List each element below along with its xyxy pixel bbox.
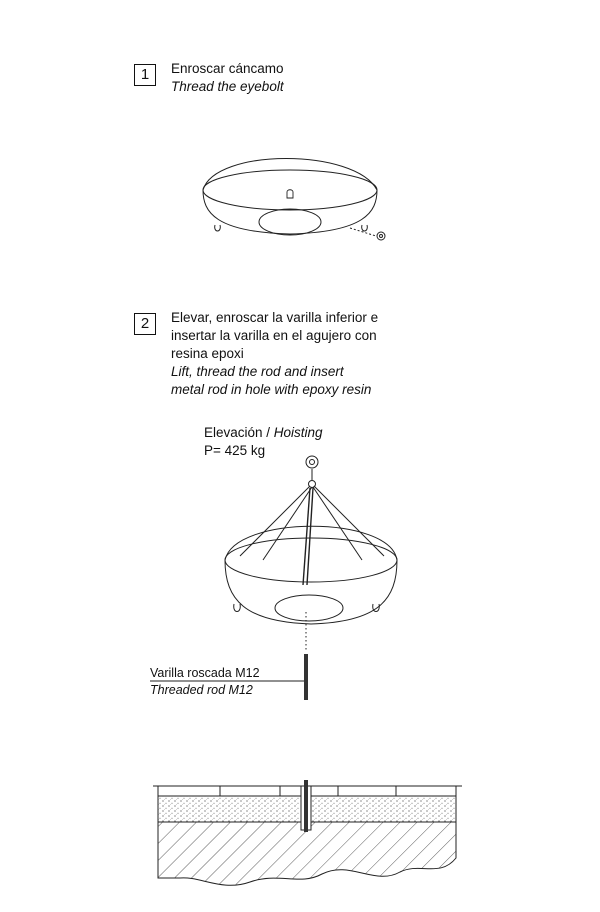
hoisting-label-es: Elevación /	[204, 425, 274, 440]
step2-number: 2	[140, 315, 150, 332]
hoisting-label	[204, 424, 323, 442]
step2-number-box	[134, 313, 156, 335]
step1-title-en: Thread the eyebolt	[171, 79, 284, 94]
step2-hoisted-luminaire	[225, 456, 397, 650]
rod-label-en: Threaded rod M12	[150, 683, 253, 697]
hoisting-label-en: Hoisting	[273, 425, 323, 440]
step2-line-es-2: insertar la varilla en el agujero con	[171, 328, 377, 343]
rod-label-es: Varilla roscada M12	[150, 666, 260, 680]
step1-number-box	[134, 64, 156, 86]
step1-number: 1	[140, 66, 150, 83]
weight-label: P= 425 kg	[204, 443, 266, 458]
step2-line-es-3: resina epoxi	[171, 346, 244, 361]
step1-title-es: Enroscar cáncamo	[171, 61, 284, 76]
step2-line-en-1: Lift, thread the rod and insert	[171, 364, 344, 379]
step1-luminaire	[203, 159, 385, 241]
ground-section	[153, 780, 462, 885]
step2-line-en-2: metal rod in hole with epoxy resin	[171, 382, 372, 397]
step2-line-es-1: Elevar, enroscar la varilla inferior e	[171, 310, 379, 325]
